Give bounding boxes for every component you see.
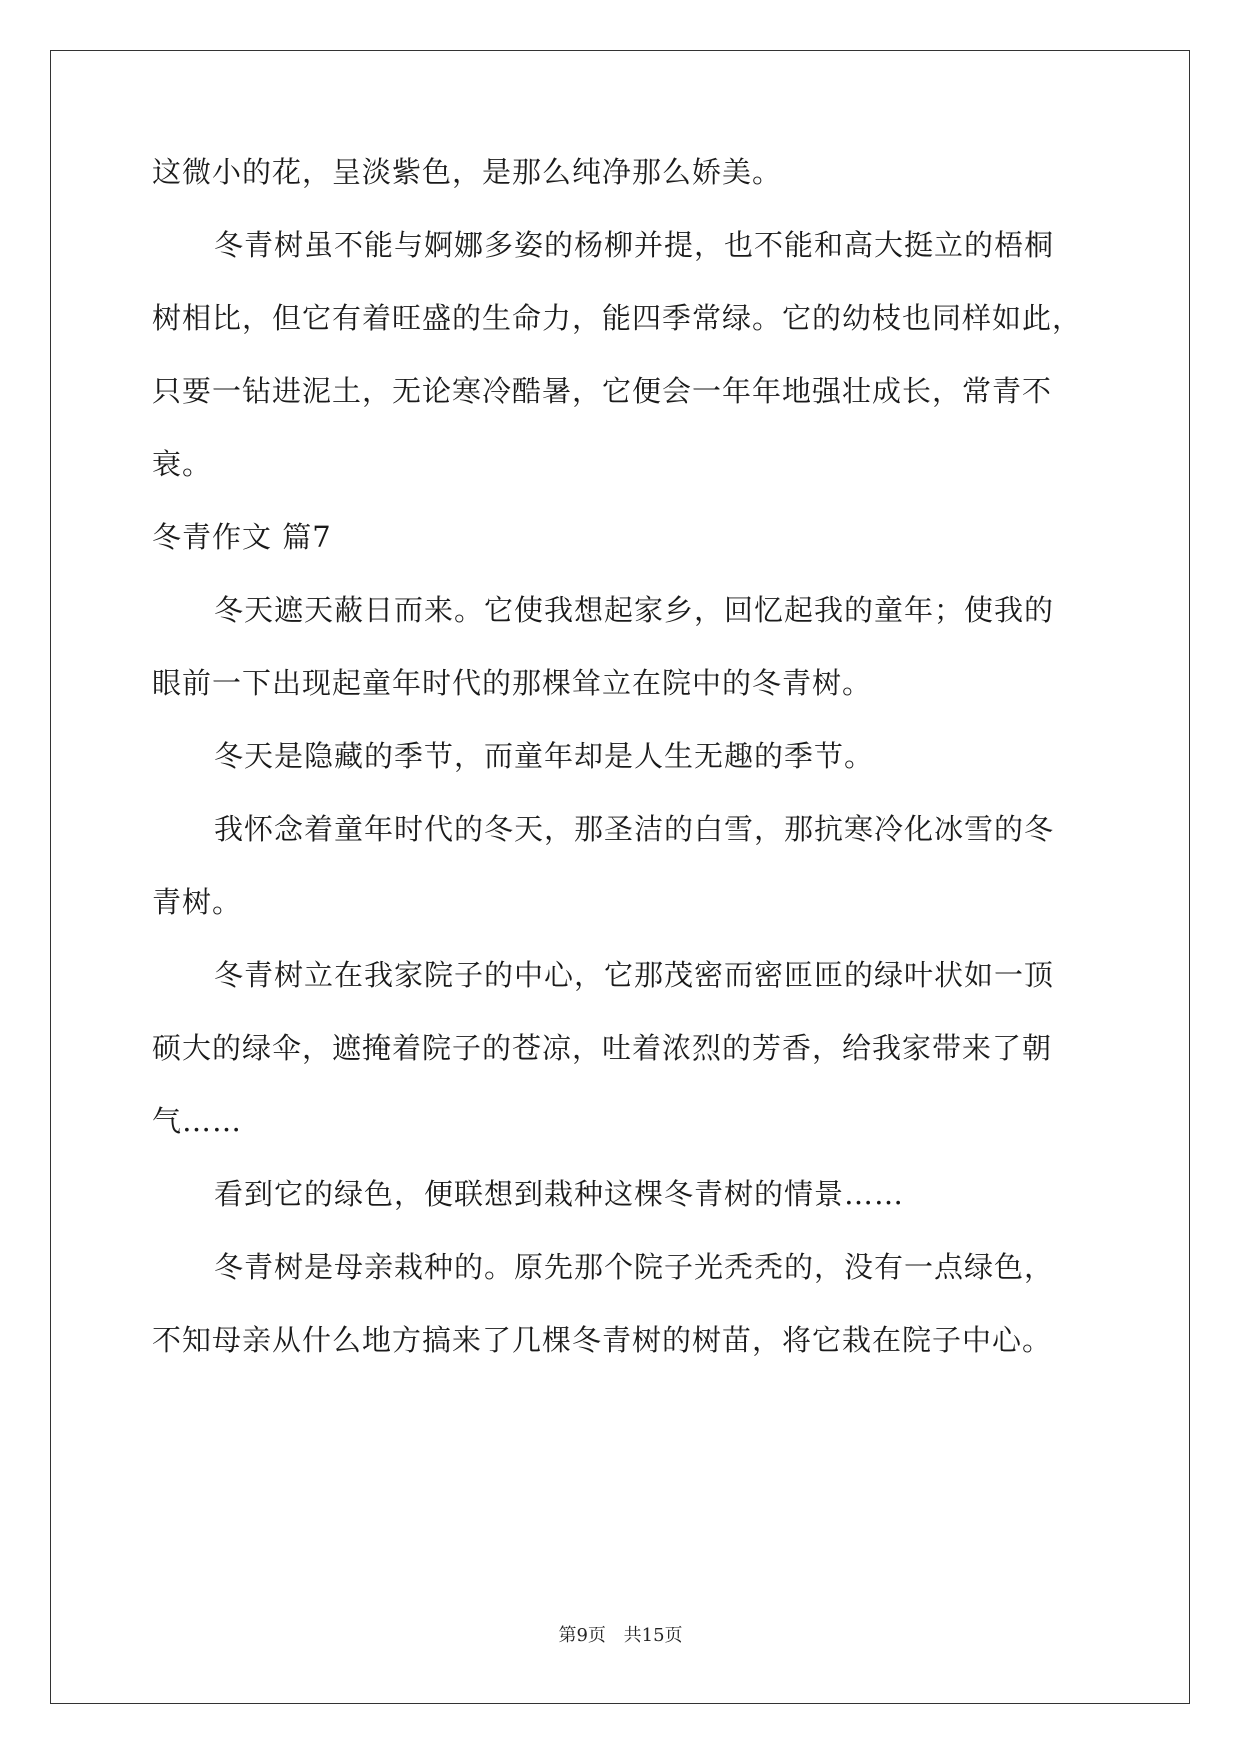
- body-line: 我怀念着童年时代的冬天，那圣洁的白雪，那抗寒冷化冰雪的冬: [214, 812, 1055, 846]
- body-line: 冬青树虽不能与婀娜多姿的杨柳并提，也不能和高大挺立的梧桐: [214, 228, 1055, 262]
- body-line: 冬青树是母亲栽种的。原先那个院子光秃秃的，没有一点绿色，: [214, 1250, 1055, 1284]
- body-line: 树相比，但它有着旺盛的生命力，能四季常绿。它的幼枝也同样如此，: [152, 301, 1083, 335]
- body-line: 气……: [152, 1104, 243, 1138]
- body-line: 只要一钻进泥土，无论寒冷酷暑，它便会一年年地强壮成长，常青不: [152, 374, 1053, 408]
- body-line: 眼前一下出现起童年时代的那棵耸立在院中的冬青树。: [152, 666, 873, 700]
- page-number: 第9页: [558, 1625, 606, 1646]
- body-line: 冬天遮天蔽日而来。它使我想起家乡，回忆起我的童年；使我的: [214, 593, 1055, 627]
- body-line: 青树。: [152, 885, 243, 919]
- section-heading: 冬青作文 篇7: [152, 520, 332, 554]
- body-line: 衰。: [152, 447, 213, 481]
- page-footer: [0, 1624, 1241, 1648]
- body-line: 这微小的花，呈淡紫色，是那么纯净那么娇美。: [152, 155, 783, 189]
- page-total: 共15页: [623, 1625, 683, 1646]
- body-line: 看到它的绿色，便联想到栽种这棵冬青树的情景……: [214, 1177, 905, 1211]
- body-line: 冬天是隐藏的季节，而童年却是人生无趣的季节。: [214, 739, 875, 773]
- body-line: 不知母亲从什么地方搞来了几棵冬青树的树苗，将它栽在院子中心。: [152, 1323, 1053, 1357]
- body-line: 硕大的绿伞，遮掩着院子的苍凉，吐着浓烈的芳香，给我家带来了朝: [152, 1031, 1053, 1065]
- body-line: 冬青树立在我家院子的中心，它那茂密而密匝匝的绿叶状如一顶: [214, 958, 1055, 992]
